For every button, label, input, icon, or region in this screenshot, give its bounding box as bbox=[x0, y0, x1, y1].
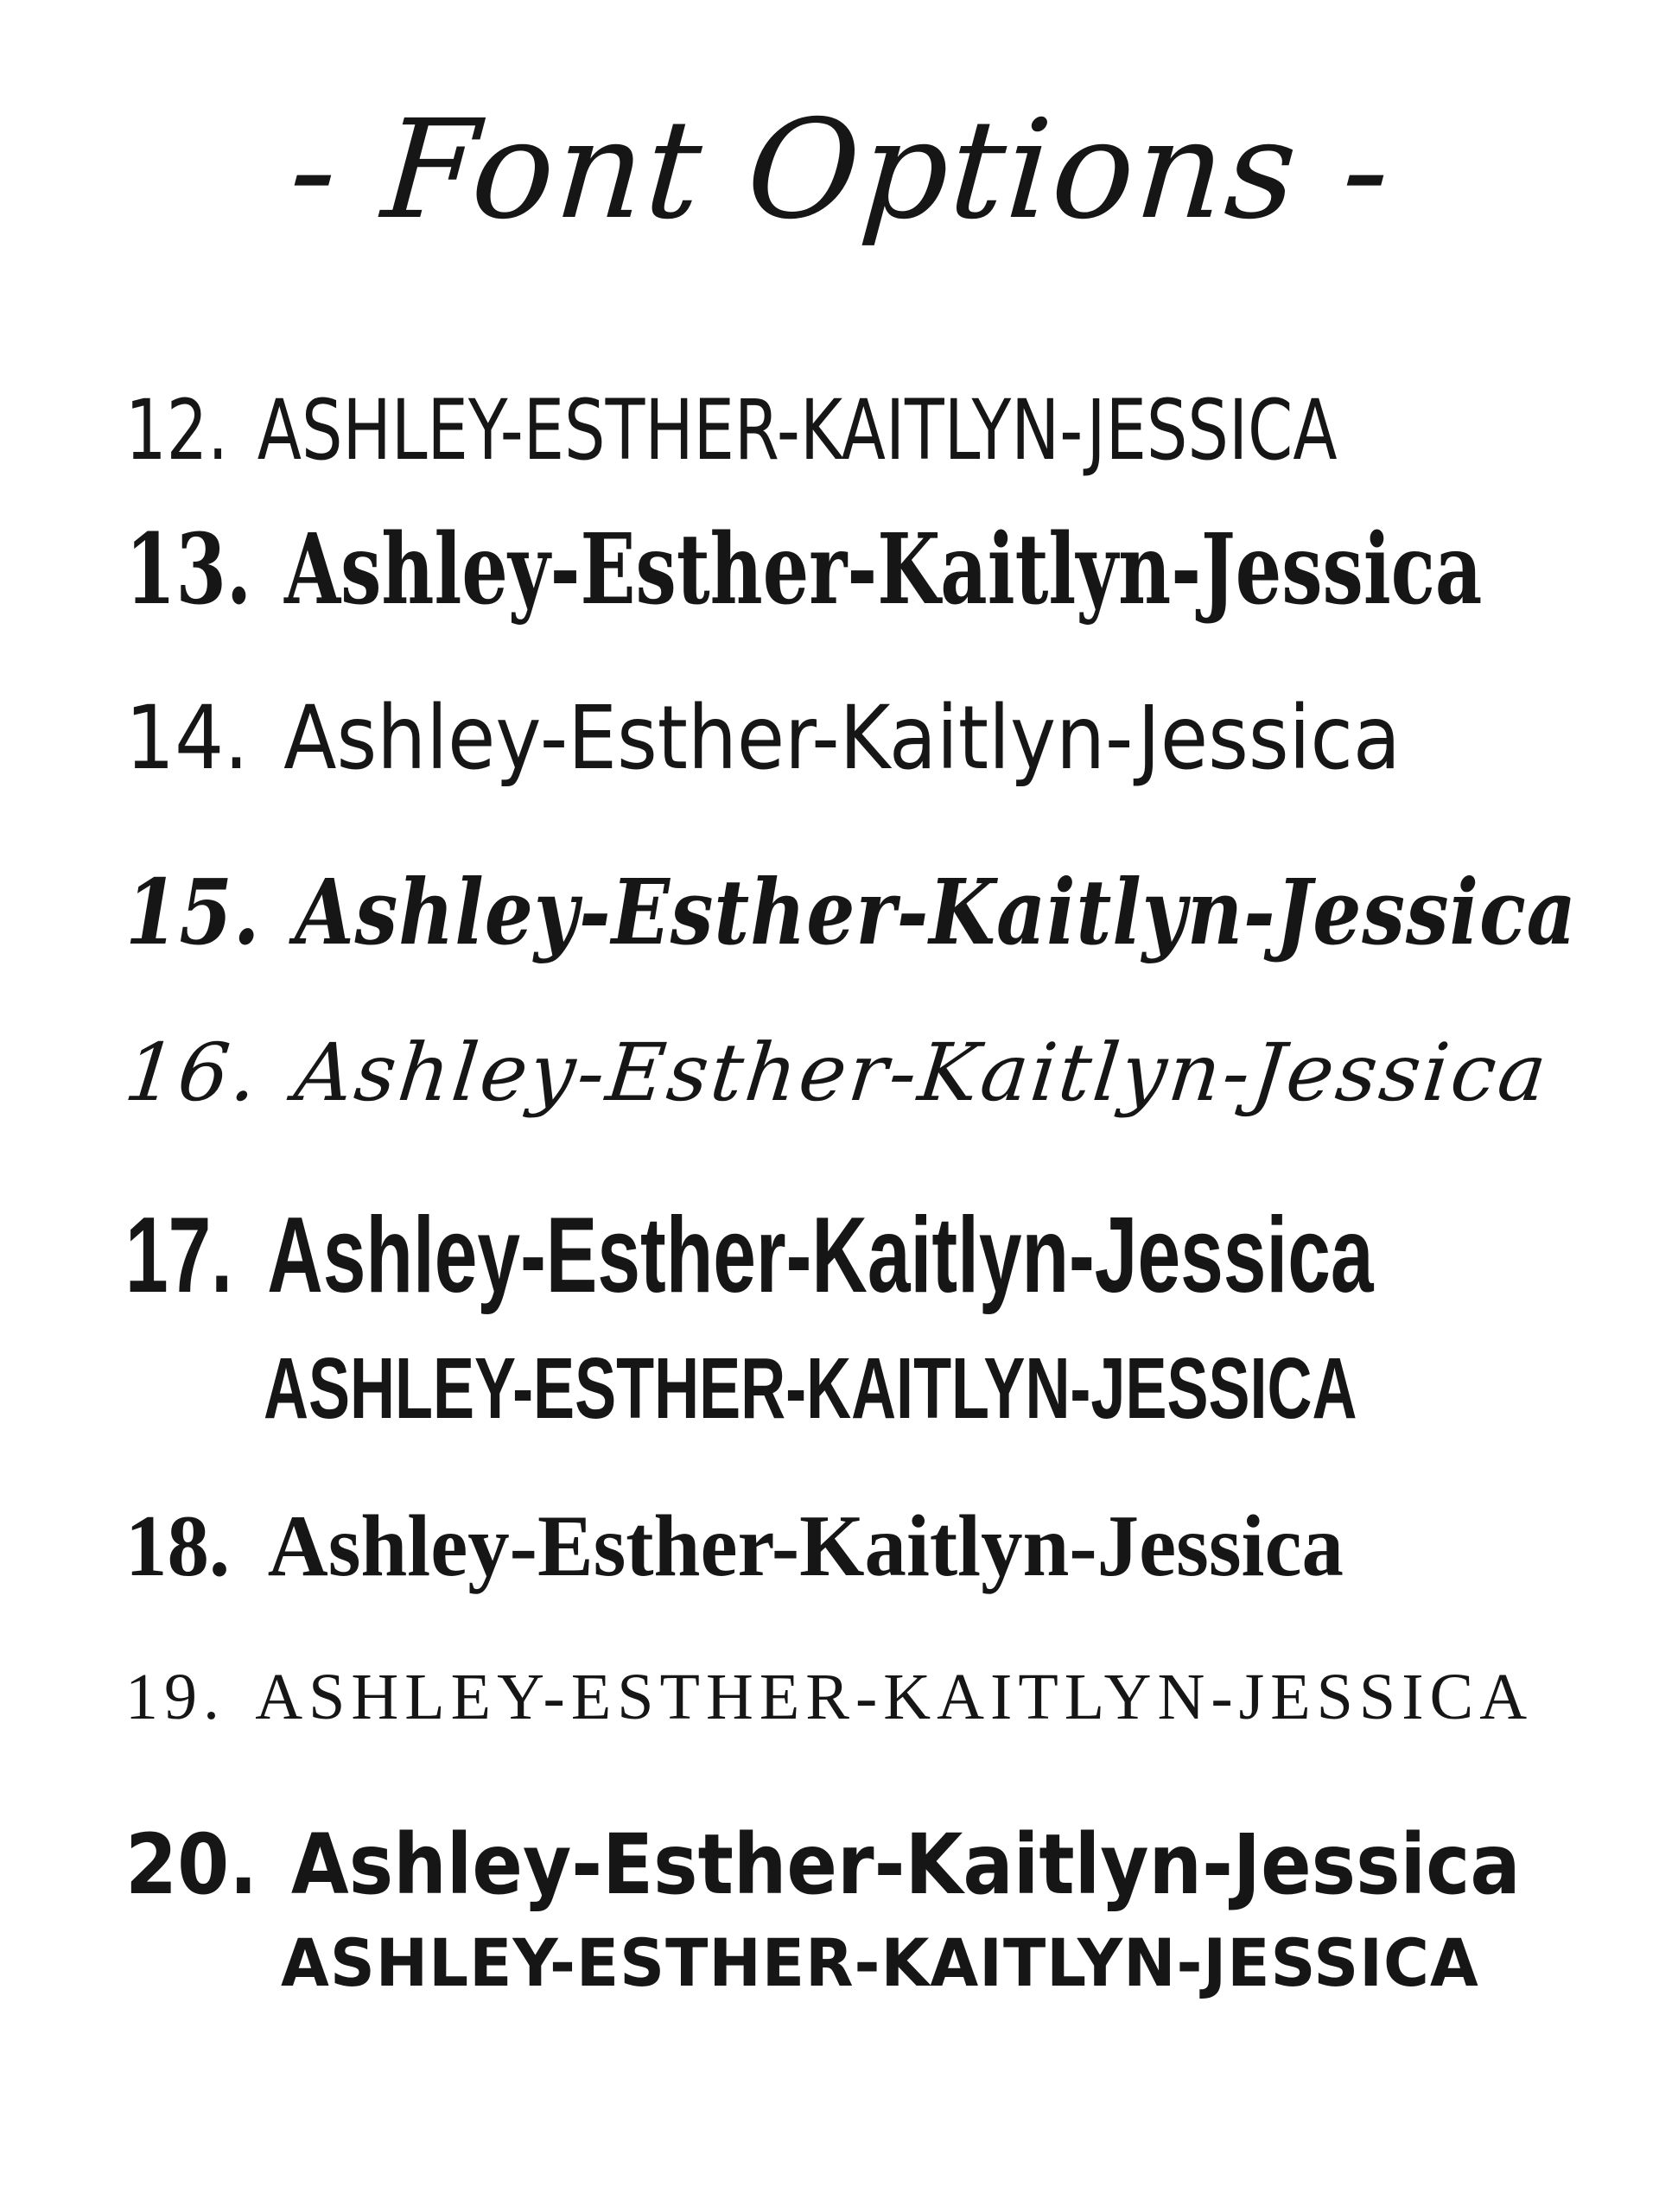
font-option-row-17-caps bbox=[264, 1340, 1607, 1438]
font-sample-text: Ashley-Esther-Kaitlyn-Jessica bbox=[267, 1497, 1344, 1596]
font-sample-text: Ashley-Esther-Kaitlyn-Jessica bbox=[267, 1196, 1374, 1316]
font-sample-text: Ashley-Esther-Kaitlyn-Jessica bbox=[295, 859, 1577, 966]
font-number: 12. bbox=[125, 382, 229, 480]
font-option-row-14 bbox=[125, 687, 1607, 791]
font-number: 20. bbox=[125, 1816, 258, 1914]
font-number: 18. bbox=[125, 1497, 231, 1596]
page-title: - Font Options - bbox=[284, 91, 1396, 250]
font-option-row-17 bbox=[125, 1196, 1607, 1316]
font-option-row-13 bbox=[125, 513, 1607, 627]
font-number: 16. bbox=[120, 1027, 264, 1120]
font-sample-text-caps: ASHLEY-ESTHER-KAITLYN-JESSICA bbox=[264, 1340, 1357, 1438]
font-option-row-18 bbox=[125, 1497, 1607, 1596]
font-sample-text: Ashley-Esther-Kaitlyn-Jessica bbox=[283, 513, 1483, 627]
font-number: 13. bbox=[125, 513, 252, 627]
page-header bbox=[125, 82, 1555, 259]
font-option-row-20-caps bbox=[281, 1924, 1607, 2002]
font-option-row-15 bbox=[125, 859, 1607, 966]
font-sample-text: Ashley-Esther-Kaitlyn-Jessica bbox=[283, 687, 1401, 791]
font-number: 17. bbox=[125, 1196, 233, 1316]
font-option-row-12 bbox=[125, 382, 1607, 480]
font-sample-text: Ashley-Esther-Kaitlyn-Jessica bbox=[290, 1027, 1554, 1120]
font-option-row-16 bbox=[120, 1027, 1611, 1120]
font-option-row-19 bbox=[125, 1661, 1607, 1734]
font-sample-text: Ashley-Esther-Kaitlyn-Jessica bbox=[290, 1816, 1521, 1914]
font-number: 19. bbox=[125, 1661, 226, 1734]
font-number: 15. bbox=[125, 859, 261, 966]
font-number: 14. bbox=[125, 687, 249, 791]
font-sample-text: ASHLEY-ESTHER-KAITLYN-JESSICA bbox=[257, 382, 1338, 480]
font-option-row-20 bbox=[125, 1816, 1607, 1914]
font-sample-text: ASHLEY-ESTHER-KAITLYN-JESSICA bbox=[255, 1661, 1534, 1734]
font-sample-text-caps: ASHLEY-ESTHER-KAITLYN-JESSICA bbox=[281, 1924, 1479, 2002]
